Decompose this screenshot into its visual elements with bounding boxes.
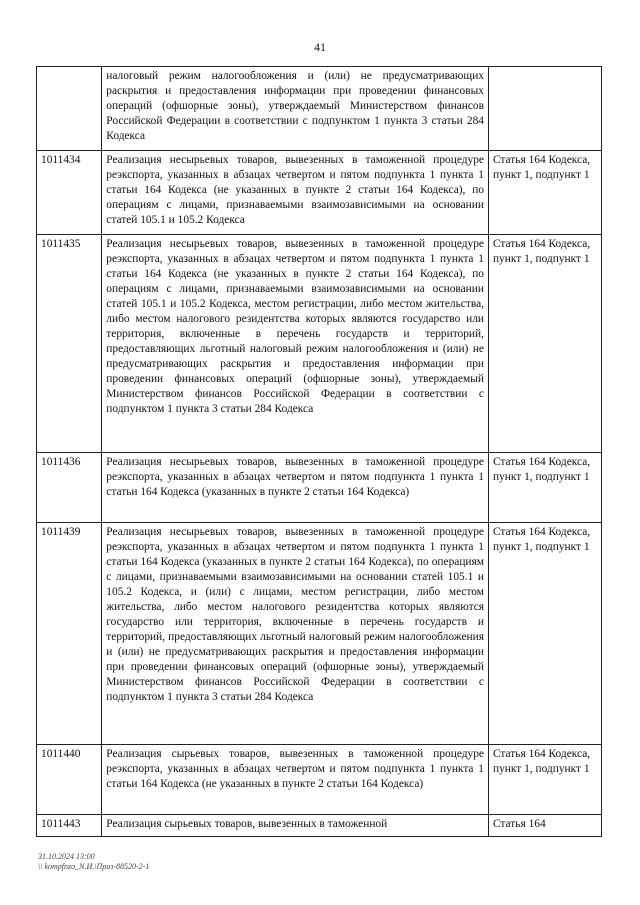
table-row bbox=[37, 523, 602, 745]
reference-cell: Статья 164 Кодекса, пункт 1, подпункт 1 bbox=[488, 523, 601, 745]
code-cell: 1011439 bbox=[37, 523, 102, 745]
reference-cell: Статья 164 Кодекса, пункт 1, подпункт 1 bbox=[488, 453, 601, 523]
description-cell: Реализация несырьевых товаров, вывезенных в таможенной процедуре реэкспорта, указанных в абзацах четвертом и пятом подпункта 1 пункта 1 статьи 164 Кодекса (указанных в пункте 2 статьи 164 Кодекса), по операциям с лицами, признаваемыми взаимозависимыми на основании статей 105.1 и 105.2 Кодекса, и (или) с лицами, местом регистрации, либо местом жительства, либо местом налогового резидентства которых являются государство или территория, включенные в перечень государств и территорий, предоставляющих льготный налоговый режим налогообложения и (или) не предусматривающих раскрытия и предоставления информации при проведении финансовых операций (офшорные зоны), утверждаемый Министерством финансов Российской Федерации в соответствии с подпунктом 1 пункта 3 статьи 284 Кодекса bbox=[102, 523, 489, 745]
code-cell: 1011435 bbox=[37, 235, 102, 453]
reference-cell: Статья 164 Кодекса, пункт 1, подпункт 1 bbox=[488, 235, 601, 453]
table-row bbox=[37, 453, 602, 523]
description-cell: Реализация сырьевых товаров, вывезенных в таможенной bbox=[102, 815, 489, 837]
footer-stamp-path: \\ kompfnzo_N.И.\Приз-88520-2-1 bbox=[38, 862, 150, 871]
footer-stamp bbox=[38, 852, 149, 872]
description-cell: Реализация несырьевых товаров, вывезенных в таможенной процедуре реэкспорта, указанных в абзацах четвертом и пятом подпункта 1 пункта 1 статьи 164 Кодекса (не указанных в пункте 2 статьи 164 Кодекса), по операциям с лицами, признаваемыми взаимозависимыми на основании статей 105.1 и 105.2 Кодекса bbox=[102, 151, 489, 235]
description-cell: налоговый режим налогообложения и (или) не предусматривающих раскрытия и предоставления информации при проведении финансовых операций (офшорные зоны), утверждаемый Министерством финансов Российской Федерации в соответствии с подпунктом 1 пункта 3 статьи 284 Кодекса bbox=[102, 67, 489, 151]
code-cell: 1011443 bbox=[37, 815, 102, 837]
table-row bbox=[37, 745, 602, 815]
code-cell: 1011440 bbox=[37, 745, 102, 815]
reference-cell: Статья 164 Кодекса, пункт 1, подпункт 1 bbox=[488, 745, 601, 815]
table-row bbox=[37, 67, 602, 151]
table-row bbox=[37, 151, 602, 235]
description-cell: Реализация несырьевых товаров, вывезенных в таможенной процедуре реэкспорта, указанных в абзацах четвертом и пятом подпункта 1 пункта 1 статьи 164 Кодекса (указанных в пункте 2 статьи 164 Кодекса) bbox=[102, 453, 489, 523]
code-cell bbox=[37, 67, 102, 151]
footer-stamp-date: 31.10.2024 13:00 bbox=[38, 852, 95, 861]
description-cell: Реализация сырьевых товаров, вывезенных в таможенной процедуре реэкспорта, указанных в абзацах четвертом и пятом подпункта 1 пункта 1 статьи 164 Кодекса (не указанных в пункте 2 статьи 164 Кодекса) bbox=[102, 745, 489, 815]
code-cell: 1011434 bbox=[37, 151, 102, 235]
page-number: 41 bbox=[314, 40, 326, 54]
table-row bbox=[37, 235, 602, 453]
codes-table bbox=[36, 66, 602, 837]
table-row bbox=[37, 815, 602, 837]
code-cell: 1011436 bbox=[37, 453, 102, 523]
reference-cell: Статья 164 Кодекса, пункт 1, подпункт 1 bbox=[488, 151, 601, 235]
reference-cell: Статья 164 bbox=[488, 815, 601, 837]
reference-cell bbox=[488, 67, 601, 151]
description-cell: Реализация несырьевых товаров, вывезенных в таможенной процедуре реэкспорта, указанных в абзацах четвертом и пятом подпункта 1 пункта 1 статьи 164 Кодекса (не указанных в пункте 2 статьи 164 Кодекса), по операциям с лицами, признаваемыми взаимозависимыми на основании статей 105.1 и 105.2 Кодекса, местом регистрации, либо местом жительства, либо местом налогового резидентства которых являются государство или территория, включенные в перечень государств и территорий, предоставляющих льготный налоговый режим налогообложения и (или) не предусматривающих раскрытия и предоставления информации при проведении финансовых операций (офшорные зоны), утверждаемый Министерством финансов Российской Федерации в соответствии с подпунктом 1 пункта 3 статьи 284 Кодекса bbox=[102, 235, 489, 453]
